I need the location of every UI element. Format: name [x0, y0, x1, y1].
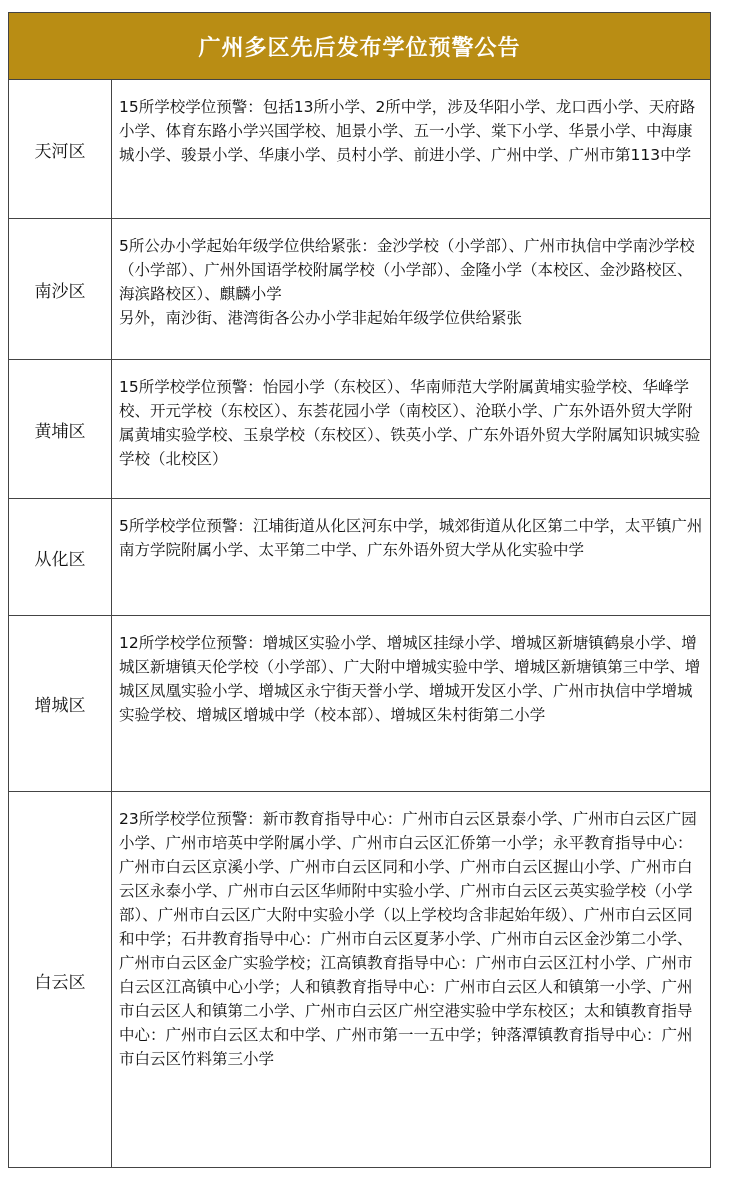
district-detail: 15所学校学位预警：包括13所小学、2所中学，涉及华阳小学、龙口西小学、天府路小学、体育东路小学兴国学校、旭景小学、五一小学、棠下小学、华景小学、中海康城小学、骏景小学、华康小学、员村小学、前进小学、广州中学、广州市第113中学 [119, 98, 696, 164]
district-detail: 23所学校学位预警：新市教育指导中心：广州市白云区景泰小学、广州市白云区广园小学、广州市培英中学附属小学、广州市白云区汇侨第一小学；永平教育指导中心：广州市白云区京溪小学、广州市白云区同和小学、广州市白云区握山小学、广州市白云区永泰小学、广州市白云区华师附中实验小学、广州市白云区云英实验学校（小学部）、广州市白云区广大附中实验小学（以上学校均含非起始年级）、广州市白云区同和中学；石井教育指导中心：广州市白云区夏茅小学、广州市白云区金沙第二小学、广州市白云区金广实验学校；江高镇教育指导中心：广州市白云区江村小学、广州市白云区江高镇中心小学；人和镇教育指导中心：广州市白云区人和镇第一小学、广州市白云区人和镇第二小学、广州市白云区广州空港实验中学东校区；太和镇教育指导中心：广州市白云区太和中学、广州市第一一五中学；钟落潭镇教育指导中心：广州市白云区竹料第三小学 [119, 810, 697, 1068]
table-title: 广州多区先后发布学位预警公告 [9, 13, 710, 80]
district-detail: 5所学校学位预警：江埔街道从化区河东中学，城郊街道从化区第二中学，太平镇广州南方学院附属小学、太平第二中学、广东外语外贸大学从化实验中学 [119, 517, 703, 559]
district-name: 增城区 [9, 616, 112, 791]
table-row [9, 360, 710, 499]
table-row [9, 499, 710, 616]
district-detail: 15所学校学位预警：怡园小学（东校区）、华南师范大学附属黄埔实验学校、华峰学校、开元学校（东校区）、东荟花园小学（南校区）、沧联小学、广东外语外贸大学附属黄埔实验学校、玉泉学校（东校区）、铁英小学、广东外语外贸大学附属知识城实验学校（北校区） [119, 378, 701, 468]
table-row [9, 80, 710, 219]
district-name: 天河区 [9, 80, 112, 218]
table-row [9, 616, 710, 792]
table-row [9, 219, 710, 360]
district-name: 白云区 [9, 792, 112, 1168]
district-name: 黄埔区 [9, 360, 112, 498]
district-detail: 12所学校学位预警：增城区实验小学、增城区挂绿小学、增城区新塘镇鹤泉小学、增城区新塘镇天伦学校（小学部）、广大附中增城实验中学、增城区新塘镇第三中学、增城区凤凰实验小学、增城区永宁街天誉小学、增城开发区小学、广州市执信中学增城实验学校、增城区增城中学（校本部）、增城区朱村街第二小学 [119, 634, 701, 724]
district-name: 从化区 [9, 499, 112, 615]
announcement-table [8, 12, 711, 1168]
district-name: 南沙区 [9, 219, 112, 359]
table-row [9, 792, 710, 1168]
district-detail: 5所公办小学起始年级学位供给紧张：金沙学校（小学部）、广州市执信中学南沙学校（小学部）、广州外国语学校附属学校（小学部）、金隆小学（本校区、金沙路校区、海滨路校区）、麒麟小学 另外，南沙街、港湾街各公办小学非起始年级学位供给紧张 [119, 237, 695, 327]
